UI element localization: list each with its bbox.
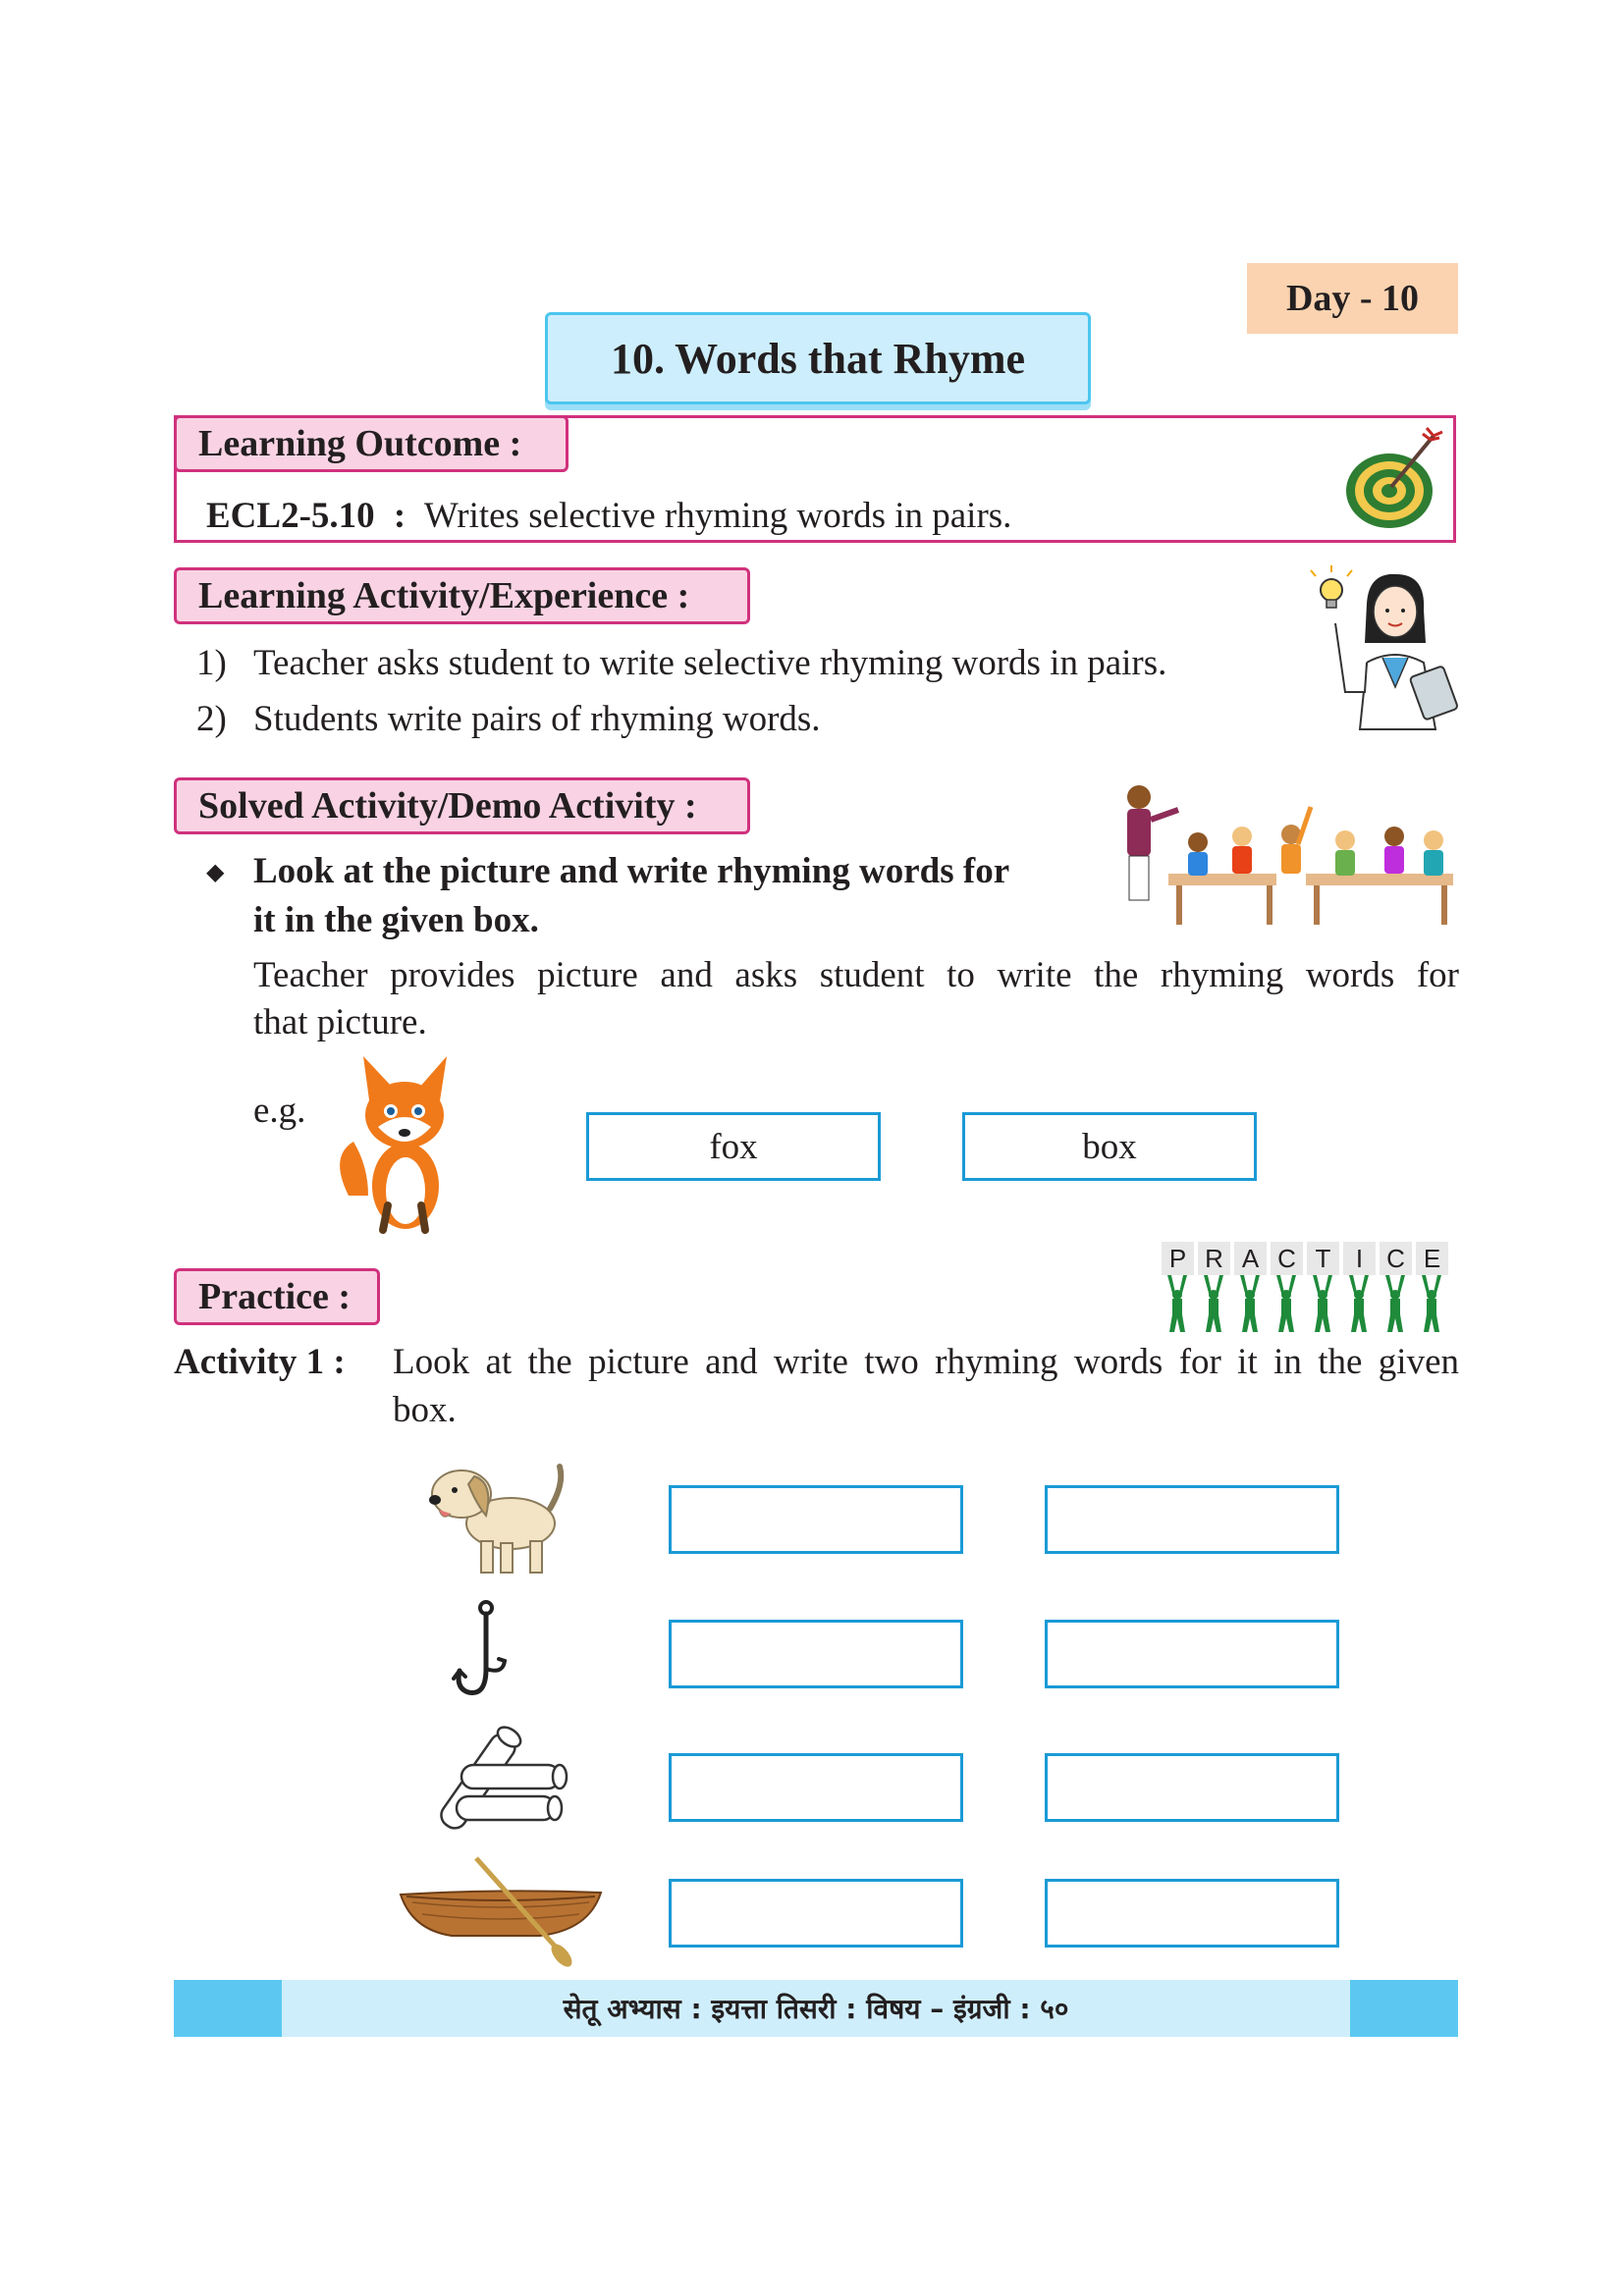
- banner-letter: T: [1307, 1242, 1339, 1275]
- banner-letter: A: [1234, 1242, 1267, 1275]
- item-text: Students write pairs of rhyming words.: [253, 699, 821, 739]
- outcome-text: Writes selective rhyming words in pairs.: [423, 496, 1012, 536]
- banner-letter: R: [1198, 1242, 1230, 1275]
- activity-item: [196, 640, 1166, 687]
- answer-box[interactable]: fox: [586, 1112, 881, 1181]
- answer-box[interactable]: [669, 1753, 963, 1822]
- learning-activity-heading: Learning Activity/Experience :: [174, 567, 750, 624]
- solved-description-line: Teacher provides picture and asks student to write the rhyming words for: [253, 955, 1459, 995]
- banner-letter: C: [1380, 1242, 1412, 1275]
- answer-box[interactable]: [669, 1620, 963, 1688]
- banner-letter: E: [1416, 1242, 1448, 1275]
- learning-outcome-line: [206, 493, 1011, 540]
- item-text: Teacher asks student to write selective rhyming words in pairs.: [253, 643, 1167, 683]
- solved-instruction-line: it in the given box.: [253, 900, 539, 940]
- item-number: 1): [196, 643, 227, 683]
- answer-box[interactable]: [1045, 1753, 1339, 1822]
- footer-text: सेतू अभ्यास : इयत्ता तिसरी : विषय – इंग्रजी : ५०: [563, 1993, 1069, 2025]
- banner-letter: C: [1271, 1242, 1303, 1275]
- answer-box[interactable]: [1045, 1485, 1339, 1554]
- answer-box[interactable]: [669, 1485, 963, 1554]
- outcome-code: ECL2-5.10: [206, 496, 375, 536]
- teacher-idea-illustration: [1306, 564, 1463, 731]
- activity-instruction-line: box.: [393, 1390, 457, 1430]
- example-label: e.g.: [253, 1091, 306, 1131]
- practice-banner: [1162, 1242, 1456, 1335]
- target-icon: [1340, 424, 1448, 532]
- solved-activity-heading: Solved Activity/Demo Activity :: [174, 777, 750, 834]
- dog-picture: [417, 1455, 574, 1577]
- answer-box[interactable]: [669, 1879, 963, 1948]
- item-number: 2): [196, 699, 227, 739]
- activity-instruction-line: Look at the picture and write two rhyming words for it in the given: [393, 1342, 1459, 1382]
- activity-label: Activity 1 :: [174, 1342, 346, 1382]
- learning-outcome-heading: Learning Outcome :: [174, 415, 568, 472]
- fox-picture: [329, 1048, 466, 1235]
- banner-letter: P: [1162, 1242, 1194, 1275]
- chalk-picture: [412, 1726, 579, 1848]
- answer-box[interactable]: [1045, 1879, 1339, 1948]
- solved-instruction-line: Look at the picture and write rhyming words for: [253, 851, 1010, 891]
- outcome-separator: :: [393, 496, 406, 536]
- boat-picture: [393, 1853, 609, 1971]
- answer-box[interactable]: [1045, 1620, 1339, 1688]
- cheering-figures-icon: [1162, 1275, 1456, 1334]
- day-badge: Day - 10: [1247, 263, 1458, 334]
- bullet-icon: ◆: [206, 860, 225, 885]
- page-title: 10. Words that Rhyme: [545, 312, 1091, 404]
- classroom-illustration: [1110, 775, 1463, 933]
- practice-heading: Practice :: [174, 1268, 380, 1325]
- banner-letter: I: [1343, 1242, 1376, 1275]
- solved-description-line: that picture.: [253, 1002, 427, 1042]
- activity-item: [196, 696, 821, 743]
- hook-picture: [452, 1598, 520, 1706]
- answer-box[interactable]: box: [962, 1112, 1257, 1181]
